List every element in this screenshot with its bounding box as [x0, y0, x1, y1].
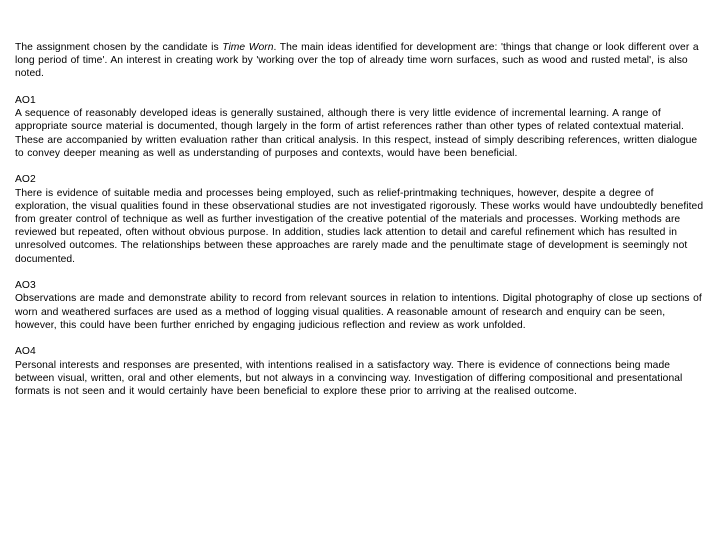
intro-text-end: . The main ideas identified for development are: 'things that change or look different over a long period of time'. An interest in creating work by 'working over the top of already time worn surfaces, such as wood and rusted metal', is also noted. [15, 42, 699, 80]
report-text [15, 41, 708, 412]
section-heading: AO1 [15, 95, 36, 106]
section-body: A sequence of reasonably developed ideas is generally sustained, although there is very little evidence of incremental learning. A range of appropriate source material is documented, though largely in the form of artist references rather than other types of related contextual material. These are accompanied by written evaluation rather than critical analysis. In this respect, instead of simply describing references, written dialogue to convey deeper meaning as well as understanding of purposes and contexts, would have been beneficial. [15, 108, 698, 159]
intro-text-start: The assignment chosen by the candidate is [15, 42, 223, 53]
section-body: There is evidence of suitable media and processes being employed, such as relief-printmaking techniques, however, despite a degree of exploration, the visual qualities found in these observational studies are not investigated rigorously. These works would have undoubtedly benefited from greater control of technique as well as further investigation of the creative potential of the materials and processes. Working methods are reviewed but repeated, often without obvious purpose. In addition, studies lack attention to detail and careful refinement which has resulted in unresolved outcomes. The relationships between these approaches are rarely made and the penultimate stage of development is seemingly not documented. [15, 187, 704, 265]
section-body: Personal interests and responses are presented, with intentions realised in a satisfactory way. There is evidence of connections being made between visual, written, oral and other elements, but not always in a convincing way. Investigation of differing compositional and presentational formats is not seen and it would certainly have been beneficial to explore these prior to arriving at the realised outcome. [15, 359, 683, 398]
section-heading: AO4 [15, 346, 36, 358]
section-ao2 [15, 173, 708, 265]
section-body: Observations are made and demonstrate ability to record from relevant sources in relation to intentions. Digital photography of close up sections of worn and weathered surfaces are used as a method of logging visual qualities. A reasonable amount of research and enquiry can be seen, however, this could have been further enriched by engaging judicious reflection and review as work unfolded. [15, 293, 702, 331]
section-ao1 [15, 94, 708, 160]
section-ao3 [15, 279, 708, 332]
section-heading: AO3 [15, 280, 36, 292]
assignment-title: Time Worn [222, 42, 274, 53]
section-ao4 [15, 345, 708, 398]
section-heading: AO2 [15, 174, 36, 186]
intro-paragraph [15, 41, 708, 81]
